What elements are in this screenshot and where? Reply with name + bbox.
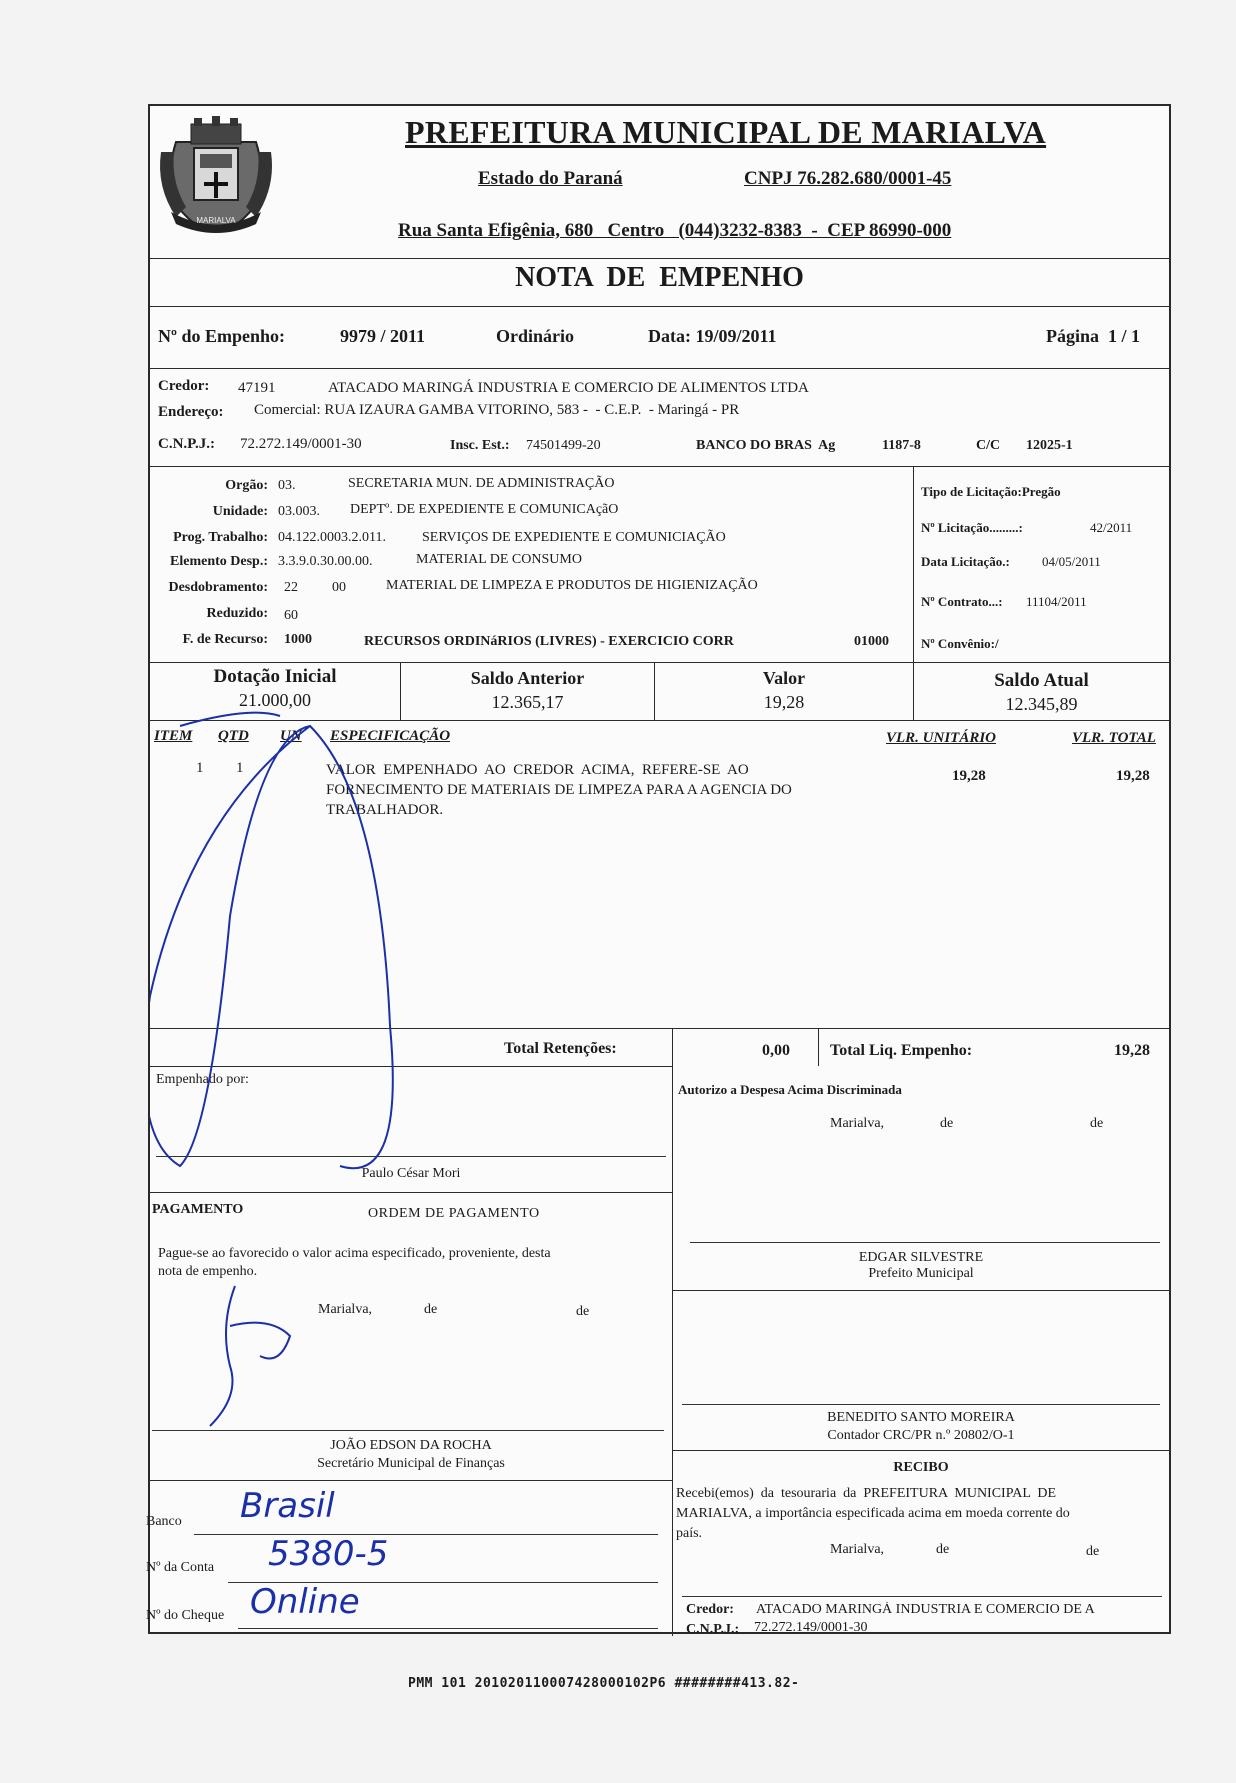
- valor-label: Valor: [762, 668, 806, 688]
- divider: [150, 368, 1169, 369]
- recibo-de1: de: [936, 1542, 950, 1557]
- recibo-text1: Recebi(emos) da tesouraria da PREFEITURA MUNICIPAL DE: [676, 1486, 1057, 1501]
- accountant-title: Contador CRC/PR n.º 20802/O-1: [827, 1428, 1015, 1443]
- autorizo-de1: de: [940, 1116, 954, 1131]
- cc-value: 12025-1: [1026, 438, 1073, 453]
- elem-label: Elemento Desp.:: [170, 554, 268, 569]
- divider: [673, 1290, 1169, 1291]
- secretary-title: Secretário Municipal de Finanças: [317, 1456, 505, 1471]
- mayor-title: Prefeito Municipal: [868, 1266, 974, 1281]
- divider: [913, 466, 914, 662]
- municipal-crest-icon: [156, 112, 276, 237]
- cheque-handwritten: Online: [250, 1582, 360, 1622]
- elem-name: MATERIAL DE CONSUMO: [416, 552, 582, 567]
- divider: [672, 1028, 673, 1066]
- credor-cnpj: 72.272.149/0001-30: [240, 436, 362, 452]
- divider: [672, 1066, 673, 1636]
- divider: [150, 258, 1169, 259]
- orgao-label: Orgão:: [225, 478, 268, 493]
- item-total-value: 19,28: [1116, 768, 1150, 784]
- desd-label: Desdobramento:: [168, 580, 268, 595]
- saldo-anterior-value: 12.365,17: [491, 692, 564, 712]
- divider: [150, 306, 1169, 307]
- nota-de-empenho-document: [146, 104, 1171, 1637]
- cheque-label: Nº do Cheque: [146, 1608, 225, 1623]
- doc-title: NOTA DE EMPENHO: [515, 262, 804, 293]
- liq-value: 19,28: [1114, 1042, 1150, 1059]
- pagamento-text2: nota de empenho.: [158, 1264, 258, 1279]
- saldo-atual-value: 12.345,89: [1005, 694, 1078, 714]
- address-label: Endereço:: [158, 404, 224, 420]
- accountant-name: BENEDITO SANTO MOREIRA: [827, 1410, 1015, 1425]
- recibo-cnpj-label: C.N.P.J.:: [686, 1622, 740, 1637]
- col-especificacao: ESPECIFICAÇÃO: [330, 728, 451, 744]
- autorizo-de2: de: [1090, 1116, 1104, 1131]
- mayor-name: EDGAR SILVESTRE: [858, 1250, 984, 1265]
- divider: [150, 662, 1169, 663]
- col-item: ITEM: [154, 728, 193, 744]
- recibo-cnpj: 72.272.149/0001-30: [754, 1620, 868, 1635]
- unidade-code: 03.003.: [278, 504, 320, 519]
- liq-label: Total Liq. Empenho:: [830, 1042, 973, 1059]
- licitacao-data: 04/05/2011: [1042, 554, 1101, 569]
- reduzido-label: Reduzido:: [206, 606, 268, 621]
- licitacao-num: 42/2011: [1090, 520, 1133, 535]
- recibo-text3: país.: [676, 1526, 703, 1541]
- header-address: Rua Santa Efigênia, 680 Centro (044)3232-8383 - CEP 86990-000: [398, 220, 952, 241]
- empenho-page: Página 1 / 1: [1046, 326, 1141, 346]
- orgao-code: 03.: [278, 478, 296, 493]
- recurso-code: 1000: [284, 632, 312, 647]
- elem-code: 3.3.9.0.30.00.00.: [278, 554, 373, 569]
- unidade-name: DEPTº. DE EXPEDIENTE E COMUNICAçãO: [350, 502, 619, 517]
- desd-code1: 22: [284, 580, 298, 595]
- contrato-label: Nº Contrato...:: [921, 594, 1003, 609]
- pagamento-place: Marialva,: [318, 1302, 373, 1317]
- banco-label: Banco: [146, 1514, 182, 1529]
- contrato-value: 11104/2011: [1026, 594, 1087, 609]
- empenhado-name: Paulo César Mori: [361, 1166, 461, 1181]
- item-qtd: 1: [236, 760, 244, 776]
- recibo-text2: MARIALVA, a importância especificada acima em moeda corrente do: [676, 1506, 1070, 1521]
- empenho-type: Ordinário: [496, 326, 575, 346]
- signature-line: [690, 1242, 1160, 1243]
- col-vlr-unitario: VLR. UNITÁRIO: [886, 730, 997, 746]
- convenio: Nº Convênio:/: [921, 636, 999, 651]
- svg-text:MARIALVA: MARIALVA: [196, 216, 236, 225]
- divider: [818, 1028, 819, 1066]
- col-un: UN: [280, 728, 302, 744]
- unidade-label: Unidade:: [212, 504, 268, 519]
- recurso-name: RECURSOS ORDINáRIOS (LIVRES) - EXERCICIO CORR: [364, 634, 734, 649]
- col-vlr-total: VLR. TOTAL: [1072, 730, 1156, 746]
- item-number: 1: [196, 760, 204, 776]
- recibo-credor: ATACADO MARINGÁ INDUSTRIA E COMERCIO DE A: [756, 1602, 1095, 1617]
- prog-name: SERVIÇOS DE EXPEDIENTE E COMUNICIAÇÃO: [422, 530, 726, 545]
- dotacao-inicial-label: Dotação Inicial: [213, 666, 337, 687]
- autorizo-label: Autorizo a Despesa Acima Discriminada: [678, 1082, 902, 1097]
- signature-line: [682, 1596, 1162, 1597]
- recurso-label: F. de Recurso:: [182, 632, 268, 647]
- pagamento-text1: Pague-se ao favorecido o valor acima especificado, proveniente, desta: [158, 1246, 551, 1261]
- bank-name: BANCO DO BRAS Ag: [696, 438, 836, 453]
- footer-code: PMM 101 201020110007428000102P6 ########413.82-: [408, 1676, 800, 1691]
- empenho-number: 9979 / 2011: [340, 326, 426, 346]
- divider: [150, 466, 1169, 467]
- autorizo-place: Marialva,: [830, 1116, 885, 1131]
- col-qtd: QTD: [218, 728, 249, 744]
- cnpj-label: C.N.P.J.:: [158, 436, 215, 452]
- credor-name: ATACADO MARINGÁ INDUSTRIA E COMERCIO DE ALIMENTOS LTDA: [328, 380, 809, 396]
- secretary-name: JOÃO EDSON DA ROCHA: [330, 1438, 492, 1453]
- conta-label: Nº da Conta: [146, 1560, 215, 1575]
- header-title: PREFEITURA MUNICIPAL DE MARIALVA: [405, 114, 1047, 150]
- valor-value: 19,28: [763, 692, 805, 712]
- empenhado-label: Empenhado por:: [156, 1072, 249, 1087]
- recibo-label: RECIBO: [893, 1460, 949, 1475]
- empenho-date: Data: 19/09/2011: [648, 326, 777, 346]
- prog-code: 04.122.0003.2.011.: [278, 530, 386, 545]
- item-unit-value: 19,28: [952, 768, 986, 784]
- banco-handwritten: Brasil: [240, 1486, 335, 1526]
- recurso-code2: 01000: [854, 634, 889, 649]
- item-spec-line1: VALOR EMPENHADO AO CREDOR ACIMA, REFERE-SE AO: [326, 762, 749, 778]
- credor-address: Comercial: RUA IZAURA GAMBA VITORINO, 583 - - C.E.P. - Maringá - PR: [254, 402, 740, 418]
- divider: [673, 1450, 1169, 1451]
- bank-agency: 1187-8: [882, 438, 921, 453]
- prog-label: Prog. Trabalho:: [173, 530, 268, 545]
- signature-line: [682, 1404, 1160, 1405]
- insc-label: Insc. Est.:: [450, 438, 510, 453]
- header-state: Estado do Paraná: [478, 168, 623, 189]
- item-spec-line2: FORNECIMENTO DE MATERIAIS DE LIMPEZA PARA A AGENCIA DO: [326, 782, 792, 798]
- desd-code2: 00: [332, 580, 346, 595]
- pagamento-de2: de: [576, 1304, 590, 1319]
- insc-value: 74501499-20: [526, 438, 601, 453]
- orgao-name: SECRETARIA MUN. DE ADMINISTRAÇÃO: [348, 476, 615, 491]
- saldo-atual-label: Saldo Atual: [994, 670, 1089, 691]
- credor-label: Credor:: [158, 378, 210, 394]
- desd-name: MATERIAL DE LIMPEZA E PRODUTOS DE HIGIENIZAÇÃO: [386, 578, 758, 593]
- credor-code: 47191: [238, 380, 276, 396]
- recibo-place: Marialva,: [830, 1542, 885, 1557]
- item-spec-line3: TRABALHADOR.: [326, 802, 444, 818]
- retencoes-label: Total Retenções:: [504, 1040, 617, 1057]
- licitacao-tipo: Tipo de Licitação:Pregão: [921, 484, 1061, 499]
- reduzido-value: 60: [284, 608, 298, 623]
- saldo-anterior-label: Saldo Anterior: [470, 668, 585, 688]
- licitacao-num-label: Nº Licitação.........:: [921, 520, 1023, 535]
- cc-label: C/C: [976, 438, 1001, 453]
- pagamento-label: PAGAMENTO: [152, 1202, 244, 1217]
- recibo-credor-label: Credor:: [686, 1602, 734, 1617]
- header-cnpj: CNPJ 76.282.680/0001-45: [744, 168, 952, 189]
- recibo-de2: de: [1086, 1544, 1100, 1559]
- conta-handwritten: 5380-5: [268, 1534, 389, 1574]
- ordem-pagamento: ORDEM DE PAGAMENTO: [368, 1206, 540, 1221]
- empenho-label: Nº do Empenho:: [158, 326, 285, 346]
- licitacao-data-label: Data Licitação.:: [921, 554, 1010, 569]
- retencoes-value: 0,00: [762, 1042, 790, 1059]
- handwritten-signature-marks: [150, 666, 672, 1666]
- pagamento-de1: de: [424, 1302, 438, 1317]
- dotacao-inicial-value: 21.000,00: [239, 690, 311, 710]
